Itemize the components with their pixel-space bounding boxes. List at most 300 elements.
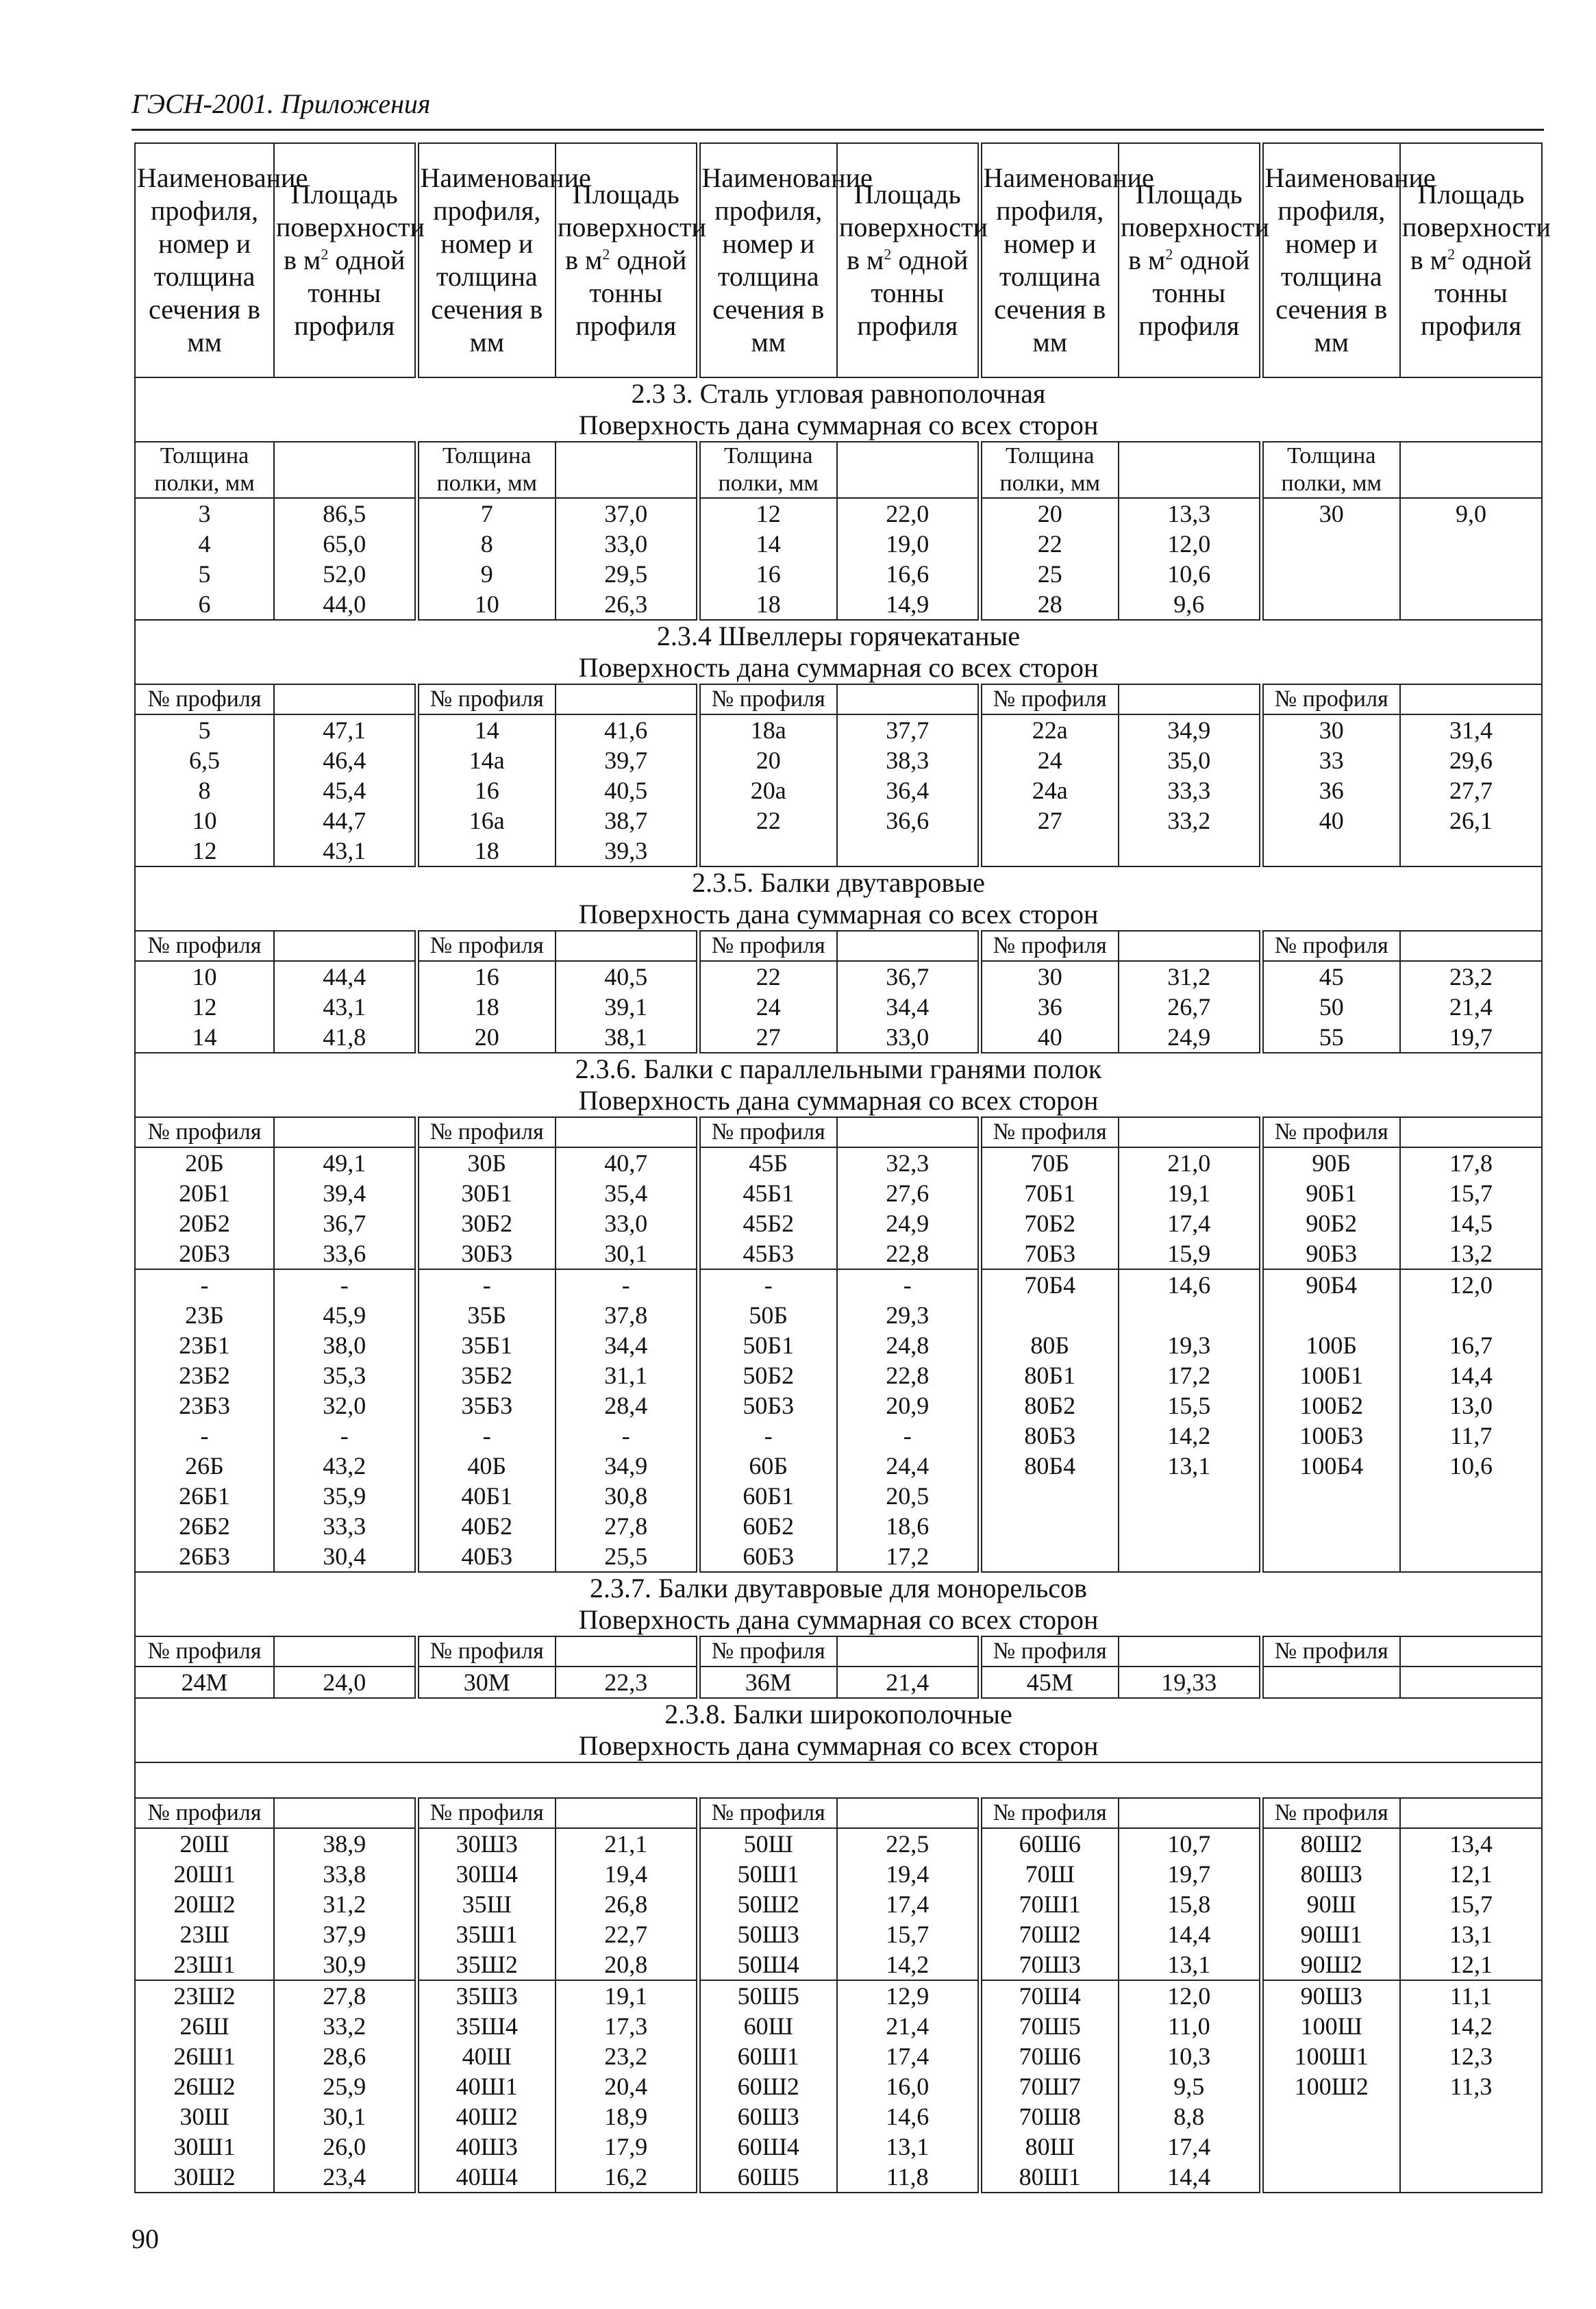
profile-number-cell: 10 — [135, 961, 274, 992]
table-row — [135, 1208, 1542, 1238]
surface-area-cell: 24,0 — [274, 1667, 416, 1698]
profile-number-cell: 30Ш2 — [135, 2162, 274, 2193]
spacer-row — [135, 1762, 1542, 1798]
profile-number-cell: 20Ш2 — [135, 1889, 274, 1919]
empty-label-cell — [1400, 1636, 1542, 1667]
profile-number-cell: 14 — [416, 714, 556, 745]
column-label: № профиля — [416, 931, 556, 961]
surface-area-cell: 12,3 — [1400, 2041, 1542, 2071]
surface-area-cell: 24,9 — [837, 1208, 980, 1238]
table-row — [135, 1269, 1542, 1300]
section-title: 2.3.7. Балки двутавровые для монорельсов — [135, 1572, 1542, 1604]
profile-number-cell: 26Ш — [135, 2011, 274, 2041]
surface-area-cell: - — [837, 1421, 980, 1451]
profile-number-cell: 9 — [416, 559, 556, 589]
section-title-row — [135, 899, 1542, 931]
surface-area-cell: 86,5 — [274, 498, 416, 529]
header-area-cell: Площадь поверхности в $м^2$ одной тонны профиля — [1119, 143, 1261, 377]
profile-number-cell: 30Ш1 — [135, 2132, 274, 2162]
table-row — [135, 1481, 1542, 1511]
profile-number-cell — [980, 1541, 1119, 1572]
table-row — [135, 1889, 1542, 1919]
profile-number-cell: 20Б3 — [135, 1238, 274, 1269]
empty-label-cell — [1119, 931, 1261, 961]
profile-number-cell: 70Ш8 — [980, 2101, 1119, 2132]
table-row — [135, 1980, 1542, 2011]
surface-area-cell: 14,2 — [837, 1949, 980, 1980]
profile-number-cell: 27 — [698, 1022, 837, 1053]
table-row — [135, 2132, 1542, 2162]
surface-area-cell: 39,3 — [556, 836, 698, 866]
profile-number-cell: 80Ш — [980, 2132, 1119, 2162]
empty-label-cell — [274, 1117, 416, 1147]
surface-area-cell: 46,4 — [274, 745, 416, 775]
profile-number-cell: 45Б — [698, 1147, 837, 1178]
profile-number-cell: 50Ш4 — [698, 1949, 837, 1980]
table-row — [135, 1360, 1542, 1390]
profile-number-cell: 24а — [980, 775, 1119, 806]
empty-label-cell — [1400, 931, 1542, 961]
profile-number-cell: 26Ш2 — [135, 2071, 274, 2101]
surface-area-cell — [1400, 2132, 1542, 2162]
profile-number-cell: 80Ш1 — [980, 2162, 1119, 2193]
column-label: № профиля — [980, 1636, 1119, 1667]
surface-area-cell: 22,3 — [556, 1667, 698, 1698]
profile-number-cell: 70Ш5 — [980, 2011, 1119, 2041]
surface-area-cell: 27,8 — [274, 1980, 416, 2011]
profile-number-cell: 20Б2 — [135, 1208, 274, 1238]
profile-number-cell: 20Б1 — [135, 1178, 274, 1208]
profile-number-cell — [980, 836, 1119, 866]
table-row — [135, 1859, 1542, 1889]
profile-number-cell: 50Б — [698, 1300, 837, 1330]
surface-area-cell: 38,0 — [274, 1330, 416, 1360]
table-row — [135, 1022, 1542, 1053]
profile-number-cell: 30Ш — [135, 2101, 274, 2132]
column-label: № профиля — [698, 1636, 837, 1667]
section-title-row — [135, 377, 1542, 410]
surface-area-cell: 33,2 — [274, 2011, 416, 2041]
profile-number-cell: 14 — [698, 529, 837, 559]
surface-area-cell: 20,8 — [556, 1949, 698, 1980]
column-label-row — [135, 442, 1542, 498]
profile-number-cell: 3 — [135, 498, 274, 529]
profile-number-cell: 20 — [980, 498, 1119, 529]
surface-area-cell: 26,8 — [556, 1889, 698, 1919]
profile-number-cell: 100Б4 — [1261, 1451, 1400, 1481]
profile-number-cell: 70Б4 — [980, 1269, 1119, 1300]
surface-area-cell: 30,9 — [274, 1949, 416, 1980]
profile-number-cell: 100Б3 — [1261, 1421, 1400, 1451]
profile-number-cell: 26Б2 — [135, 1511, 274, 1541]
section-title-row — [135, 410, 1542, 442]
empty-label-cell — [274, 684, 416, 714]
running-head: ГЭСН-2001. Приложения — [132, 88, 431, 119]
profile-number-cell: 60Б — [698, 1451, 837, 1481]
surface-area-cell: 22,8 — [837, 1360, 980, 1390]
profile-number-cell: 60Ш — [698, 2011, 837, 2041]
column-label: Толщина полки, мм — [1261, 442, 1400, 498]
surface-area-cell: 13,1 — [1119, 1949, 1261, 1980]
section-title-row — [135, 620, 1542, 652]
surface-area-cell: 41,6 — [556, 714, 698, 745]
empty-label-cell — [274, 1798, 416, 1828]
column-label: № профиля — [135, 1636, 274, 1667]
profile-number-cell: 35Ш4 — [416, 2011, 556, 2041]
profile-number-cell: 70Б3 — [980, 1238, 1119, 1269]
surface-area-cell — [1400, 529, 1542, 559]
table-row — [135, 2101, 1542, 2132]
surface-area-cell: - — [274, 1269, 416, 1300]
surface-area-cell: 19,4 — [556, 1859, 698, 1889]
profile-number-cell: 14а — [416, 745, 556, 775]
profile-number-cell: 60Ш5 — [698, 2162, 837, 2193]
surface-area-cell: 31,4 — [1400, 714, 1542, 745]
profile-number-cell: 5 — [135, 714, 274, 745]
surface-area-cell: 18,6 — [837, 1511, 980, 1541]
profile-number-cell — [1261, 836, 1400, 866]
column-label: № профиля — [416, 1636, 556, 1667]
column-label: Толщина полки, мм — [135, 442, 274, 498]
surface-area-cell: 29,3 — [837, 1300, 980, 1330]
profile-number-cell: 90Б — [1261, 1147, 1400, 1178]
surface-area-cell: 26,1 — [1400, 806, 1542, 836]
surface-area-cell: 30,1 — [556, 1238, 698, 1269]
surface-area-cell: 19,7 — [1119, 1859, 1261, 1889]
profile-number-cell: 70Ш4 — [980, 1980, 1119, 2011]
profile-number-cell: 24 — [698, 992, 837, 1022]
profile-number-cell: 90Ш3 — [1261, 1980, 1400, 2011]
profile-number-cell: 80Б1 — [980, 1360, 1119, 1390]
table-row — [135, 1949, 1542, 1980]
section-title: 2.3.4 Швеллеры горячекатаные — [135, 620, 1542, 652]
table-row — [135, 589, 1542, 620]
surface-area-cell — [1400, 1667, 1542, 1698]
surface-area-cell: 39,7 — [556, 745, 698, 775]
table-row — [135, 1300, 1542, 1330]
surface-area-cell: 20,5 — [837, 1481, 980, 1511]
surface-area-cell — [1400, 1300, 1542, 1330]
surface-area-cell: 16,0 — [837, 2071, 980, 2101]
profile-number-cell: 7 — [416, 498, 556, 529]
surface-area-cell: 13,0 — [1400, 1390, 1542, 1421]
profile-number-cell: 35Ш2 — [416, 1949, 556, 1980]
empty-label-cell — [837, 1798, 980, 1828]
profile-number-cell: 80Б3 — [980, 1421, 1119, 1451]
profile-number-cell: 26Б1 — [135, 1481, 274, 1511]
table-row — [135, 836, 1542, 866]
surface-area-cell: 36,4 — [837, 775, 980, 806]
empty-label-cell — [274, 931, 416, 961]
surface-area-cell: 16,6 — [837, 559, 980, 589]
profile-number-cell: 25 — [980, 559, 1119, 589]
surface-area-cell — [1400, 1541, 1542, 1572]
surface-area-cell: 11,3 — [1400, 2071, 1542, 2101]
profile-number-cell: 45 — [1261, 961, 1400, 992]
profile-number-cell — [1261, 1667, 1400, 1698]
column-label: № профиля — [135, 1117, 274, 1147]
surface-area-cell: 34,9 — [556, 1451, 698, 1481]
empty-label-cell — [1119, 684, 1261, 714]
table-row — [135, 1390, 1542, 1421]
profile-number-cell: 35Б1 — [416, 1330, 556, 1360]
surface-area-cell — [1400, 1481, 1542, 1511]
surface-area-cell: 10,3 — [1119, 2041, 1261, 2071]
empty-label-cell — [837, 684, 980, 714]
table-row — [135, 1667, 1542, 1698]
profile-number-cell: 8 — [416, 529, 556, 559]
empty-label-cell — [1400, 1798, 1542, 1828]
surface-area-cell: 17,8 — [1400, 1147, 1542, 1178]
table-row — [135, 714, 1542, 745]
profile-number-cell: 30 — [1261, 498, 1400, 529]
empty-label-cell — [556, 1636, 698, 1667]
surface-area-cell: 12,0 — [1119, 529, 1261, 559]
surface-area-cell: 36,6 — [837, 806, 980, 836]
profile-number-cell: 100Ш2 — [1261, 2071, 1400, 2101]
profile-number-cell: - — [416, 1269, 556, 1300]
surface-area-cell: 12,9 — [837, 1980, 980, 2011]
surface-area-cell: 44,4 — [274, 961, 416, 992]
column-label: Толщина полки, мм — [980, 442, 1119, 498]
surface-area-cell: 35,9 — [274, 1481, 416, 1511]
profile-number-cell: 12 — [135, 836, 274, 866]
surface-area-cell: 13,3 — [1119, 498, 1261, 529]
surface-area-cell: 17,4 — [1119, 1208, 1261, 1238]
profile-number-cell: 40Б3 — [416, 1541, 556, 1572]
surface-area-cell: 11,0 — [1119, 2011, 1261, 2041]
profile-number-cell: 23Ш1 — [135, 1949, 274, 1980]
profile-number-cell: 70Ш3 — [980, 1949, 1119, 1980]
column-label: № профиля — [980, 1798, 1119, 1828]
profile-number-cell: 90Б4 — [1261, 1269, 1400, 1300]
profile-number-cell: - — [135, 1421, 274, 1451]
table-row — [135, 1541, 1542, 1572]
profile-number-cell: 30Б — [416, 1147, 556, 1178]
column-label: № профиля — [1261, 931, 1400, 961]
profile-number-cell: 16 — [416, 961, 556, 992]
surface-area-cell: 47,1 — [274, 714, 416, 745]
profile-number-cell: 50Б1 — [698, 1330, 837, 1360]
surface-area-cell: 38,3 — [837, 745, 980, 775]
profile-number-cell: 70Ш6 — [980, 2041, 1119, 2071]
profile-number-cell: 26Ш1 — [135, 2041, 274, 2071]
surface-area-cell: 35,0 — [1119, 745, 1261, 775]
empty-label-cell — [1119, 1117, 1261, 1147]
profile-number-cell: 80Б2 — [980, 1390, 1119, 1421]
surface-area-cell: 44,7 — [274, 806, 416, 836]
profile-number-cell: 70Ш2 — [980, 1919, 1119, 1949]
surface-area-cell: 65,0 — [274, 529, 416, 559]
table-row — [135, 1421, 1542, 1451]
profile-number-cell: 35Б — [416, 1300, 556, 1330]
profile-number-cell: 22а — [980, 714, 1119, 745]
surface-area-cell: 17,9 — [556, 2132, 698, 2162]
column-label-row — [135, 931, 1542, 961]
header-area-cell: Площадь поверхности в $м^2$ одной тонны профиля — [837, 143, 980, 377]
empty-label-cell — [1400, 1117, 1542, 1147]
column-label: № профиля — [698, 684, 837, 714]
column-label: № профиля — [980, 931, 1119, 961]
profile-number-cell — [1261, 1300, 1400, 1330]
surface-area-cell: 40,5 — [556, 961, 698, 992]
profile-number-cell: 60Ш1 — [698, 2041, 837, 2071]
spacer-cell — [135, 1762, 1542, 1798]
column-label: № профиля — [980, 1117, 1119, 1147]
profile-number-cell: 45Б2 — [698, 1208, 837, 1238]
profile-number-cell: 22 — [980, 529, 1119, 559]
surface-area-cell — [1400, 1511, 1542, 1541]
surface-area-cell: 24,4 — [837, 1451, 980, 1481]
header-area-cell: Площадь поверхности в $м^2$ одной тонны профиля — [556, 143, 698, 377]
header-area-cell: Площадь поверхности в $м^2$ одной тонны профиля — [1400, 143, 1542, 377]
section-title: 2.3.6. Балки с параллельными гранями полок — [135, 1053, 1542, 1085]
profile-number-cell: 14 — [135, 1022, 274, 1053]
surface-area-cell: - — [556, 1269, 698, 1300]
column-label: № профиля — [135, 684, 274, 714]
table-row — [135, 1919, 1542, 1949]
table-row — [135, 1451, 1542, 1481]
surface-area-cell: 52,0 — [274, 559, 416, 589]
profile-number-cell — [980, 1511, 1119, 1541]
profile-number-cell: 30Ш3 — [416, 1828, 556, 1859]
profile-number-cell: 40Ш — [416, 2041, 556, 2071]
surface-area-cell: 45,9 — [274, 1300, 416, 1330]
surface-area-cell: 12,0 — [1119, 1980, 1261, 2011]
profile-number-cell: 35Б3 — [416, 1390, 556, 1421]
profile-number-cell: 35Ш1 — [416, 1919, 556, 1949]
profile-number-cell: 26Б — [135, 1451, 274, 1481]
section-title: Поверхность дана суммарная со всех сторон — [135, 652, 1542, 684]
profile-number-cell: 18а — [698, 714, 837, 745]
profile-number-cell: 36М — [698, 1667, 837, 1698]
profile-number-cell: 70Б — [980, 1147, 1119, 1178]
profile-number-cell: 23Ш2 — [135, 1980, 274, 2011]
surface-area-cell: 17,2 — [837, 1541, 980, 1572]
empty-label-cell — [837, 442, 980, 498]
surface-area-cell: 49,1 — [274, 1147, 416, 1178]
profile-number-cell: 70Ш — [980, 1859, 1119, 1889]
table-body — [135, 143, 1551, 2193]
profile-number-cell: 6 — [135, 589, 274, 620]
section-title: 2.3 3. Сталь угловая равнополочная — [135, 377, 1542, 410]
section-title-row — [135, 866, 1542, 899]
table-row — [135, 529, 1542, 559]
surface-area-cell: 14,4 — [1119, 1919, 1261, 1949]
table-row — [135, 559, 1542, 589]
surface-area-cell: 17,3 — [556, 2011, 698, 2041]
surface-area-cell — [1400, 836, 1542, 866]
surface-area-cell: 28,4 — [556, 1390, 698, 1421]
surface-area-cell: 23,2 — [556, 2041, 698, 2071]
profile-number-cell — [1261, 1511, 1400, 1541]
surface-area-cell: 37,7 — [837, 714, 980, 745]
profile-number-cell: 30 — [1261, 714, 1400, 745]
profile-number-cell: 90Б3 — [1261, 1238, 1400, 1269]
profile-number-cell — [980, 1481, 1119, 1511]
surface-area-cell: 27,8 — [556, 1511, 698, 1541]
surface-area-cell: 26,3 — [556, 589, 698, 620]
profile-number-cell: 60Б2 — [698, 1511, 837, 1541]
profile-number-cell — [1261, 2101, 1400, 2132]
profile-number-cell: 16 — [698, 559, 837, 589]
profile-number-cell: 70Б2 — [980, 1208, 1119, 1238]
table-row — [135, 498, 1542, 529]
surface-area-cell: 33,3 — [274, 1511, 416, 1541]
surface-area-cell: 21,1 — [556, 1828, 698, 1859]
surface-area-cell: 17,2 — [1119, 1360, 1261, 1390]
column-label: № профиля — [1261, 684, 1400, 714]
surface-area-cell: 15,9 — [1119, 1238, 1261, 1269]
profile-number-cell: 50Ш2 — [698, 1889, 837, 1919]
profile-number-cell: 20Б — [135, 1147, 274, 1178]
profile-number-cell: 23Б1 — [135, 1330, 274, 1360]
profile-number-cell: 90Б2 — [1261, 1208, 1400, 1238]
empty-label-cell — [837, 1636, 980, 1667]
surface-area-cell: 9,5 — [1119, 2071, 1261, 2101]
profile-number-cell: 80Ш2 — [1261, 1828, 1400, 1859]
profile-number-cell: 24М — [135, 1667, 274, 1698]
column-label: № профиля — [135, 1798, 274, 1828]
section-title: 2.3.8. Балки широкополочные — [135, 1698, 1542, 1730]
profile-number-cell: 50Б3 — [698, 1390, 837, 1421]
section-title-row — [135, 1730, 1542, 1762]
profile-number-cell: 50Ш — [698, 1828, 837, 1859]
header-name-cell: Наименование профиля, номер и толщина сечения в мм — [698, 143, 837, 377]
table-row — [135, 2071, 1542, 2101]
surface-area-cell — [1400, 2101, 1542, 2132]
profile-number-cell: 100Ш — [1261, 2011, 1400, 2041]
surface-area-cell: 18,9 — [556, 2101, 698, 2132]
profile-number-cell: 22 — [698, 961, 837, 992]
surface-area-cell: 24,9 — [1119, 1022, 1261, 1053]
profile-number-cell — [1261, 1541, 1400, 1572]
surface-area-cell: 33,8 — [274, 1859, 416, 1889]
table-row — [135, 806, 1542, 836]
surface-area-cell: 38,9 — [274, 1828, 416, 1859]
surface-area-cell: 19,3 — [1119, 1330, 1261, 1360]
profile-number-cell: 36 — [1261, 775, 1400, 806]
profile-number-cell: 60Ш4 — [698, 2132, 837, 2162]
table-row — [135, 745, 1542, 775]
table-header-row — [135, 143, 1542, 377]
surface-area-table — [134, 142, 1551, 2193]
profile-number-cell: 6,5 — [135, 745, 274, 775]
surface-area-cell: 11,1 — [1400, 1980, 1542, 2011]
profile-number-cell: 80Б4 — [980, 1451, 1119, 1481]
section-title: Поверхность дана суммарная со всех сторон — [135, 1604, 1542, 1636]
empty-label-cell — [1119, 442, 1261, 498]
surface-area-cell: 23,4 — [274, 2162, 416, 2193]
profile-number-cell: - — [135, 1269, 274, 1300]
surface-area-cell: 36,7 — [837, 961, 980, 992]
column-label-row — [135, 1117, 1542, 1147]
column-label-row — [135, 1636, 1542, 1667]
profile-number-cell: 30М — [416, 1667, 556, 1698]
profile-number-cell: 50 — [1261, 992, 1400, 1022]
profile-number-cell: 45М — [980, 1667, 1119, 1698]
profile-number-cell — [1261, 589, 1400, 620]
surface-area-cell: 27,7 — [1400, 775, 1542, 806]
surface-area-cell: 19,0 — [837, 529, 980, 559]
profile-number-cell: 55 — [1261, 1022, 1400, 1053]
surface-area-cell: 13,1 — [1119, 1451, 1261, 1481]
profile-number-cell: 28 — [980, 589, 1119, 620]
empty-label-cell — [1119, 1798, 1261, 1828]
surface-area-cell: 33,2 — [1119, 806, 1261, 836]
profile-number-cell: 23Б3 — [135, 1390, 274, 1421]
profile-number-cell: 18 — [416, 836, 556, 866]
